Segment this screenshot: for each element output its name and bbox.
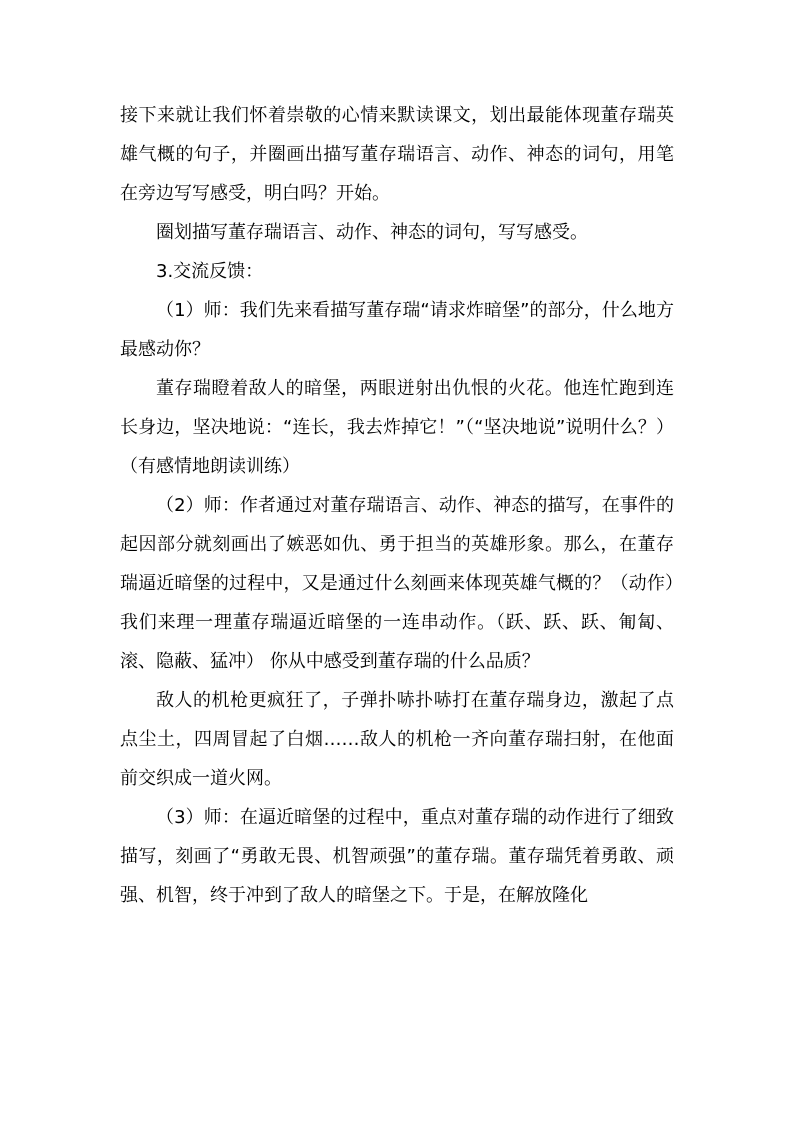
paragraph-2: 圈划描写董存瑞语言、动作、神态的词句，写写感受。 (156, 222, 588, 243)
paragraph-4: （1）师：我们先来看描写董存瑞“请求炸暗堡”的部分，什么地方最感动你？ (120, 300, 674, 360)
paragraph-1: 接下来就让我们怀着崇敬的心情来默读课文，划出最能体现董存瑞英雄气概的句子，并圈画出描写董存瑞语言、动作、神态的词句，用笔在旁边写写感受，明白吗？开始。 (120, 105, 674, 204)
paragraph-8: （3）师：在逼近暗堡的过程中，重点对董存瑞的动作进行了细致描写，刻画了“勇敢无畏、机智顽强”的董存瑞。董存瑞凭着勇敢、顽强、机智，终于冲到了敌人的暗堡之下。于是，在解放隆化 (120, 807, 674, 906)
document-body (120, 96, 674, 915)
paragraph-3: 3.交流反馈： (156, 261, 264, 282)
paragraph-5: 董存瑞瞪着敌人的暗堡，两眼迸射出仇恨的火花。他连忙跑到连长身边，坚决地说：“连长，我去炸掉它！”（“坚决地说”说明什么？）（有感情地朗读训练） (120, 378, 674, 477)
paragraph-7: 敌人的机枪更疯狂了，子弹扑哧扑哧打在董存瑞身边，激起了点点尘土，四周冒起了白烟……敌人的机枪一齐向董存瑞扫射，在他面前交织成一道火网。 (120, 690, 674, 789)
paragraph-6: （2）师：作者通过对董存瑞语言、动作、神态的描写，在事件的起因部分就刻画出了嫉恶如仇、勇于担当的英雄形象。那么，在董存瑞逼近暗堡的过程中，又是通过什么刻画来体现英雄气概的？（动作）我们来理一理董存瑞逼近暗堡的一连串动作。（跃、跃、跃、匍匐、滚、隐蔽、猛冲） 你从中感受到董存瑞的什么品质？ (120, 495, 674, 672)
